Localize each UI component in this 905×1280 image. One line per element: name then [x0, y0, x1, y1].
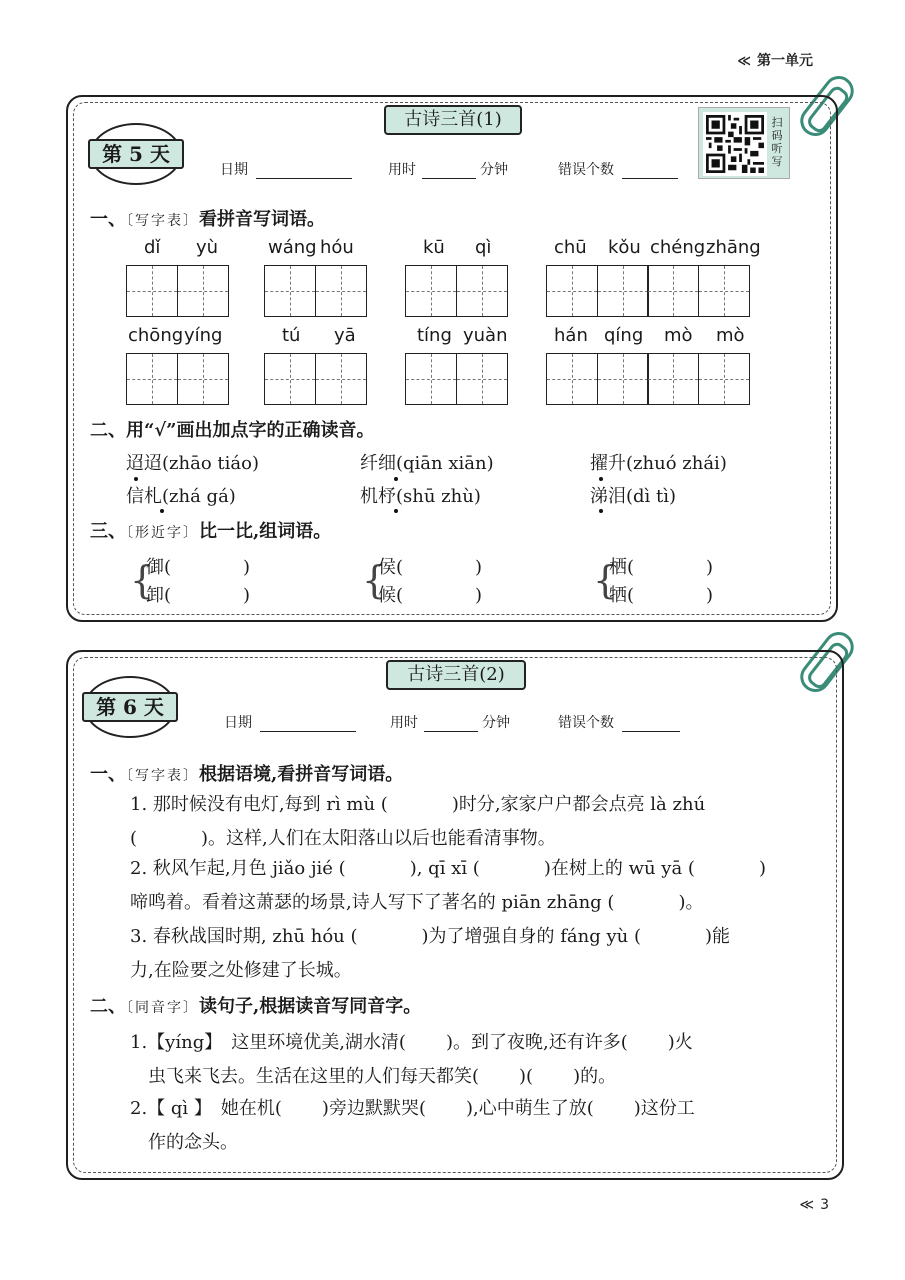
- qr-code-icon: [703, 112, 767, 176]
- errors-field[interactable]: 错误个数: [558, 159, 678, 179]
- reading-option[interactable]: 迢迢(zhāo tiáo): [126, 453, 259, 474]
- page-number: [799, 1197, 829, 1213]
- question-2[interactable]: 2. 秋风乍起,月色 jiǎo jié ( ), qī xī ( )在树上的 wū yā ( ) 啼鸣着。看着这萧瑟的场景,诗人写下了著名的 piān zhāng ( )。: [130, 858, 766, 913]
- page-number-value: 3: [820, 1197, 829, 1213]
- reading-option[interactable]: 信札(zhá gá): [126, 486, 236, 507]
- chevron-left-icon: ≪: [799, 1197, 815, 1213]
- qr-label: 扫码听写: [771, 116, 783, 168]
- lesson-title: 古诗三首(2): [386, 660, 526, 690]
- time-field[interactable]: 用时 分钟: [390, 715, 510, 731]
- section-2-heading: 二、〔同音字〕读句子,根据读音写同音字。: [90, 996, 422, 1017]
- reading-option[interactable]: 擢升(zhuó zhái): [590, 453, 727, 474]
- day5-card: 古诗三首(1) 第 5 天 日期 用时 分钟 错误个数 扫码听写 一、〔写字表〕看拼音写词语。 dǐ yù wáng hóu kū qì chū kǒu chéng zhāng chōng yíng tú yā tíng yuàn hán qíng mò mò 二、用“√”画出加点字的正确读音。 迢迢(zhāo tiáo) 纤细(qiān xiān) 擢升(zhuó zhái) 信札(zhá gá) 机杼(shū zhù) 涕泪(dì tì) 三、〔形近字〕比一比,组词语。 { 御( ) 卸( ) { 侯( ) 候( ) { 栖( ) 牺( ): [66, 95, 838, 622]
- reading-option[interactable]: 机杼(shū zhù): [360, 486, 481, 507]
- section-2-heading: 二、用“√”画出加点字的正确读音。: [90, 420, 375, 441]
- date-field[interactable]: 日期: [224, 712, 356, 732]
- homophone-1[interactable]: 1.【yíng】 这里环境优美,湖水清( )。到了夜晚,还有许多( )火 虫飞来飞去。生活在这里的人们每天都笑( )( )的。: [130, 1032, 693, 1087]
- question-3[interactable]: 3. 春秋战国时期, zhū hóu ( )为了增强自身的 fáng yù ( )能 力,在险要之处修建了长城。: [130, 926, 731, 981]
- section-1-heading: 一、〔写字表〕看拼音写词语。: [90, 209, 325, 230]
- chevron-left-icon: ≪: [737, 54, 751, 69]
- section-3-heading: 三、〔形近字〕比一比,组词语。: [90, 521, 332, 542]
- day-badge: 第 6 天: [84, 676, 176, 738]
- homophone-2[interactable]: 2.【 qì 】 她在机( )旁边默默哭( ),心中萌生了放( )这份工 作的念头。: [130, 1098, 695, 1153]
- lesson-title: 古诗三首(1): [384, 105, 522, 135]
- date-field[interactable]: 日期: [220, 159, 352, 179]
- errors-field[interactable]: 错误个数: [558, 712, 680, 732]
- unit-label: [737, 50, 813, 70]
- question-1[interactable]: 1. 那时候没有电灯,每到 rì mù ( )时分,家家户户都会点亮 là zhú ( )。这样,人们在太阳落山以后也能看清事物。: [130, 794, 706, 849]
- day-badge: 第 5 天: [90, 123, 182, 185]
- reading-option[interactable]: 纤细(qiān xiān): [360, 453, 494, 474]
- section-1-heading: 一、〔写字表〕根据语境,看拼音写词语。: [90, 764, 404, 785]
- time-field[interactable]: 用时 分钟: [388, 162, 508, 178]
- day6-card: [66, 650, 844, 1180]
- reading-option[interactable]: 涕泪(dì tì): [590, 486, 677, 507]
- unit-title: 第一单元: [757, 53, 813, 69]
- qr-code[interactable]: [698, 107, 790, 179]
